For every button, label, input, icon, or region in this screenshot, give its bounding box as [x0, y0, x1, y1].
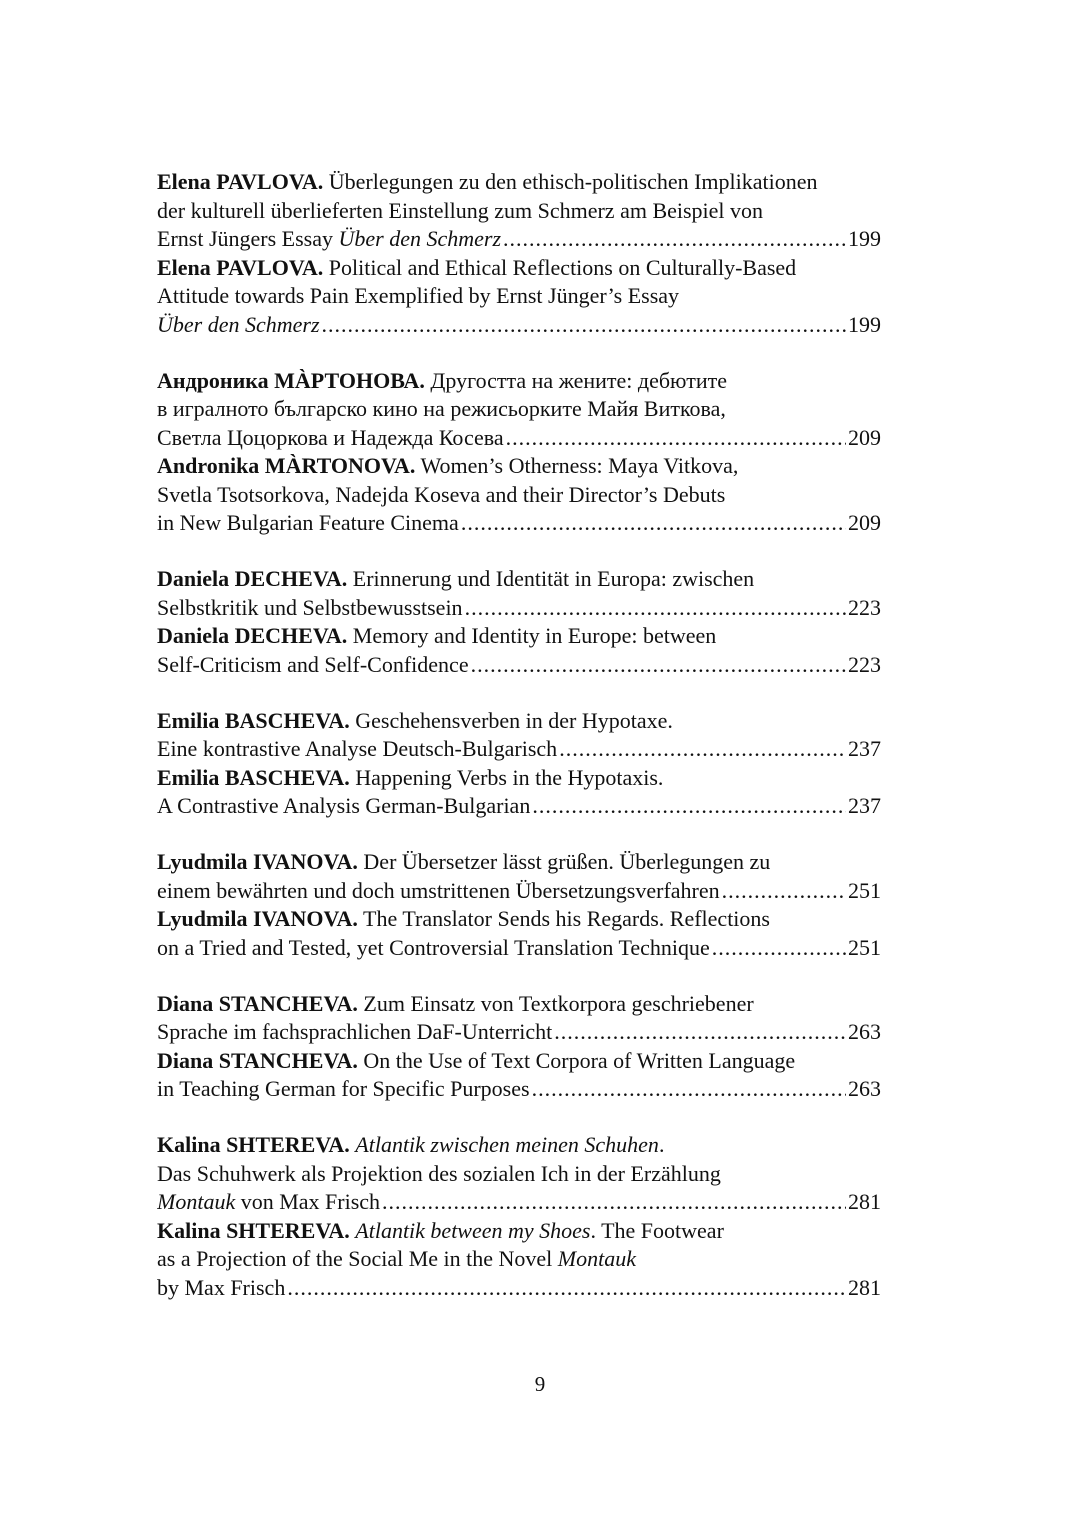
toc-entry-line — [157, 254, 881, 283]
toc-entry-line — [157, 481, 881, 510]
toc-entry-line — [157, 707, 881, 736]
toc-entry-text — [157, 225, 501, 254]
toc-entry[interactable] — [157, 707, 881, 764]
dot-leader — [503, 225, 846, 254]
toc-entry-line — [157, 622, 881, 651]
entry-title-text: Zum Einsatz von Textkorpora geschriebener — [357, 990, 754, 1016]
entry-title-text: Svetla Tsotsorkova, Nadejda Koseva and their Director’s Debuts — [157, 481, 726, 507]
toc-entry-text — [157, 311, 320, 340]
entry-title-text: Self-Criticism and Self-Confidence — [157, 651, 469, 677]
dot-leader — [722, 877, 846, 906]
dot-leader — [559, 735, 846, 764]
entry-title-text: Memory and Identity in Europe: between — [347, 623, 717, 648]
page-number: 9 — [534, 1372, 546, 1396]
entry-author: Daniela DECHEVA. — [157, 566, 348, 591]
entry-title-text: der kulturell überlieferten Einstellung zum Schmerz am Beispiel von — [157, 197, 764, 223]
toc-entry-line — [157, 367, 881, 396]
entry-title-text: in Teaching German for Specific Purposes — [157, 1076, 530, 1101]
entry-title-text: einem bewährten und doch umstrittenen Übersetzungsverfahren — [157, 877, 720, 903]
toc-entry-text — [157, 1075, 530, 1104]
toc-group — [157, 168, 881, 339]
toc-group — [157, 848, 881, 962]
dot-leader — [532, 1075, 846, 1104]
entry-page-number: 199 — [848, 311, 881, 337]
entry-title-text: von Max Frisch — [235, 1189, 381, 1214]
toc-entry-last-line — [157, 877, 881, 906]
entry-author: Diana STANCHEVA. — [157, 990, 358, 1016]
entry-title-text: Political and Ethical Reflections on Culturally-Based — [323, 254, 797, 280]
toc-entry-last-line — [157, 1274, 881, 1303]
entry-title-italic: Atlantik zwischen meinen Schuhen — [355, 1132, 659, 1157]
entry-title-italic: Über den Schmerz — [338, 226, 502, 251]
toc-entry-line — [157, 764, 881, 793]
entry-title-text: On the Use of Text Corpora of Written Language — [357, 1047, 796, 1073]
dot-leader — [471, 651, 846, 680]
entry-author: Kalina SHTEREVA. — [157, 1217, 350, 1243]
entry-page-number: 251 — [848, 877, 881, 903]
toc-entry-line — [157, 848, 881, 877]
toc-group — [157, 707, 881, 821]
toc-entry-line — [157, 905, 881, 934]
dot-leader — [532, 792, 846, 821]
toc-entry[interactable] — [157, 1131, 881, 1217]
toc-entry-text — [157, 877, 720, 906]
toc-entry-text — [157, 1188, 380, 1217]
entry-page-number: 237 — [848, 793, 881, 818]
toc-entry-line — [157, 1131, 881, 1160]
entry-title-text: Sprache im fachsprachlichen DaF-Unterricht — [157, 1019, 553, 1044]
toc-entry[interactable] — [157, 254, 881, 340]
toc-entry-text — [157, 1018, 552, 1047]
dot-leader — [506, 424, 846, 453]
toc-entry-text — [157, 934, 710, 963]
entry-author: Emilia BASCHEVA. — [157, 707, 350, 733]
toc-group — [157, 1131, 881, 1302]
dot-leader — [554, 1018, 846, 1047]
toc-entry-last-line — [157, 1188, 881, 1217]
dot-leader — [712, 934, 846, 963]
entry-title-text: by Max Frisch — [157, 1274, 286, 1300]
toc-entry-last-line — [157, 792, 881, 821]
toc-entry-last-line — [157, 1075, 881, 1104]
entry-page-number: 281 — [848, 1189, 881, 1214]
entry-title-text: Überlegungen zu den ethisch-politischen Implikationen — [323, 169, 818, 194]
entry-author: Elena PAVLOVA. — [157, 169, 324, 194]
entry-title-text: The Translator Sends his Regards. Reflections — [357, 906, 770, 931]
toc-entry-text — [157, 651, 469, 680]
toc-entry-line — [157, 1160, 881, 1189]
toc-entry-last-line — [157, 651, 881, 680]
toc-entry[interactable] — [157, 764, 881, 821]
dot-leader — [465, 594, 846, 623]
toc-entry-last-line — [157, 225, 881, 254]
entry-author: Lyudmila IVANOVA. — [157, 849, 358, 874]
entry-title-text: in New Bulgarian Feature Cinema — [157, 510, 459, 535]
toc-entry-text — [157, 792, 530, 821]
entry-title-text: Ernst Jüngers Essay — [157, 226, 339, 251]
entry-title-italic: Montauk — [157, 1189, 236, 1214]
entry-page-number: 281 — [848, 1274, 881, 1300]
toc-entry-text — [157, 594, 463, 623]
toc-entry[interactable] — [157, 848, 881, 905]
toc-entry-line — [157, 452, 881, 481]
toc-entry-line — [157, 1047, 881, 1076]
toc-entry-last-line — [157, 735, 881, 764]
entry-title-text: as a Projection of the Social Me in the Novel — [157, 1246, 558, 1271]
toc-entry-last-line — [157, 594, 881, 623]
entry-title-italic: Montauk — [557, 1246, 636, 1271]
entry-title-text: Women’s Otherness: Maya Vitkova, — [415, 453, 739, 478]
entry-author: Lyudmila IVANOVA. — [157, 906, 358, 931]
entry-title-text: Eine kontrastive Analyse Deutsch-Bulgarisch — [157, 736, 558, 761]
dot-leader — [322, 311, 846, 340]
toc-entry-line — [157, 197, 881, 226]
toc-entry-text — [157, 424, 504, 453]
toc-entry-line — [157, 1245, 881, 1274]
toc-entry-text — [157, 509, 459, 538]
entry-page-number: 223 — [848, 651, 881, 677]
toc-group — [157, 565, 881, 679]
entry-title-text: A Contrastive Analysis German-Bulgarian — [157, 793, 531, 818]
entry-page-number: 199 — [848, 226, 881, 251]
toc-entry[interactable] — [157, 1047, 881, 1104]
toc-group — [157, 990, 881, 1104]
entry-title-text: Другостта на жените: дебютите — [424, 367, 727, 393]
dot-leader — [287, 1274, 846, 1303]
toc-entry-last-line — [157, 311, 881, 340]
toc-entry-line — [157, 990, 881, 1019]
entry-page-number: 209 — [848, 424, 881, 450]
entry-title-text: Geschehensverben in der Hypotaxe. — [349, 707, 673, 733]
entry-author: Daniela DECHEVA. — [157, 623, 348, 648]
toc-entry[interactable] — [157, 622, 881, 679]
entry-title-text: . — [658, 1132, 665, 1157]
entry-title-text: on a Tried and Tested, yet Controversial Translation Technique — [157, 934, 710, 960]
toc-entry-line — [157, 395, 881, 424]
toc-entry[interactable] — [157, 905, 881, 962]
entry-title-italic: Über den Schmerz — [157, 311, 320, 337]
entry-author: Kalina SHTEREVA. — [157, 1132, 350, 1157]
entry-page-number: 263 — [848, 1019, 881, 1044]
entry-title-text: Der Übersetzer lässt grüßen. Überlegungen zu — [357, 849, 771, 874]
entry-title-italic: Atlantik between my Shoes — [355, 1217, 591, 1243]
entry-author: Diana STANCHEVA. — [157, 1047, 358, 1073]
toc-entry[interactable] — [157, 367, 881, 453]
toc-entry-line — [157, 565, 881, 594]
toc-entry[interactable] — [157, 1217, 881, 1303]
entry-page-number: 237 — [848, 736, 881, 761]
toc-entry[interactable] — [157, 990, 881, 1047]
dot-leader — [382, 1188, 846, 1217]
entry-title-text: Светла Цоцоркова и Надежда Косева — [157, 424, 504, 450]
table-of-contents — [157, 168, 881, 1330]
entry-title-text: . The Footwear — [590, 1217, 724, 1243]
entry-title-text: Selbstkritik und Selbstbewusstsein — [157, 594, 463, 620]
toc-entry-line — [157, 1217, 881, 1246]
entry-page-number: 263 — [848, 1076, 881, 1101]
toc-entry-last-line — [157, 509, 881, 538]
entry-author: Emilia BASCHEVA. — [157, 764, 350, 790]
entry-title-text: Attitude towards Pain Exemplified by Ernst Jünger’s Essay — [157, 283, 680, 308]
toc-entry-last-line — [157, 424, 881, 453]
toc-entry-text — [157, 735, 557, 764]
toc-entry-last-line — [157, 934, 881, 963]
toc-entry[interactable] — [157, 452, 881, 538]
entry-page-number: 209 — [848, 510, 881, 535]
entry-title-text: Erinnerung und Identität in Europa: zwischen — [347, 566, 755, 591]
entry-author: Andronika MÀRTONOVA. — [157, 453, 416, 478]
toc-group — [157, 367, 881, 538]
toc-entry-last-line — [157, 1018, 881, 1047]
entry-title-text: Happening Verbs in the Hypotaxis. — [349, 764, 664, 790]
toc-entry-line — [157, 168, 881, 197]
entry-title-text: в игралното българско кино на режисьорките Майя Виткова, — [157, 396, 726, 421]
dot-leader — [461, 509, 846, 538]
toc-entry[interactable] — [157, 168, 881, 254]
toc-entry-line — [157, 282, 881, 311]
entry-author: Андроника МÀРТОНОВА. — [157, 367, 425, 393]
toc-entry[interactable] — [157, 565, 881, 622]
toc-entry-text — [157, 1274, 285, 1303]
entry-page-number: 251 — [848, 934, 881, 960]
entry-page-number: 223 — [848, 594, 881, 620]
entry-author: Elena PAVLOVA. — [157, 254, 324, 280]
entry-title-text: Das Schuhwerk als Projektion des sozialen Ich in der Erzählung — [157, 1160, 721, 1186]
